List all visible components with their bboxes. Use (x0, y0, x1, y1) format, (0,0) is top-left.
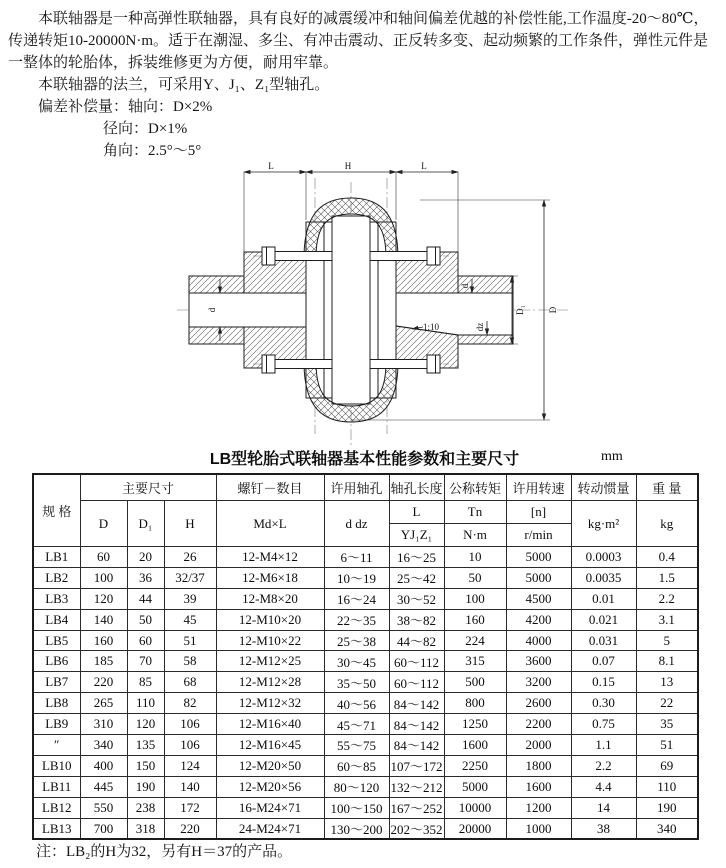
dim-label-d-left: d (207, 307, 217, 313)
cell: 35 (636, 714, 698, 735)
cell: 8.1 (636, 651, 698, 672)
header-speed-sym: [n] (506, 501, 571, 524)
header-screws: 螺钉－数目 (216, 474, 324, 501)
cell: 190 (636, 797, 698, 818)
header-bore-sub: d dz (324, 501, 389, 547)
table-row (33, 609, 698, 630)
cell: LB8 (33, 693, 80, 714)
cell: 51 (164, 630, 216, 651)
cell: 16～24 (324, 588, 389, 609)
cell: 2000 (506, 735, 571, 756)
cell: LB11 (33, 776, 80, 797)
cell: 220 (80, 672, 127, 693)
cell: 1.5 (636, 567, 698, 588)
cell: 44 (127, 588, 164, 609)
cell: 12-M8×20 (216, 588, 324, 609)
cell: 58 (164, 651, 216, 672)
cell: 130～200 (324, 818, 389, 839)
intro-line: 本联轴器是一种高弹性联轴器，具有良好的减震缓冲和轴间偏差优越的补偿性能,工作温度-20～80℃， (38, 11, 709, 27)
cell: 12-M20×50 (216, 755, 324, 776)
header-torque-sym: Tn (444, 501, 506, 524)
cell: 70 (127, 651, 164, 672)
cell: 44～82 (389, 630, 444, 651)
cell: 120 (127, 714, 164, 735)
cell: 0.07 (571, 651, 636, 672)
footnote: 注：LB₂的H为32，另有H＝37的产品。 (36, 844, 293, 860)
cell: 80～120 (324, 776, 389, 797)
cell: LB7 (33, 672, 80, 693)
table-row (33, 755, 698, 776)
cell: 3600 (506, 651, 571, 672)
cell: 32/37 (164, 567, 216, 588)
cell: 12-M10×20 (216, 609, 324, 630)
cell: 50 (444, 567, 506, 588)
header-bore-length-types: YJ₁Z₁ (389, 524, 444, 547)
cell: 5000 (506, 567, 571, 588)
header-bore: 许用轴孔 (324, 474, 389, 501)
cell: 60～112 (389, 651, 444, 672)
cell: 0.75 (571, 714, 636, 735)
coupling-parts (189, 198, 513, 422)
cell: 106 (164, 714, 216, 735)
table-row (33, 630, 698, 651)
cell: 140 (80, 609, 127, 630)
cell: 38 (571, 818, 636, 839)
cell: 2250 (444, 755, 506, 776)
intro-line: 本联轴器的法兰，可采用Y、J₁、Z₁型轴孔。 (38, 77, 330, 93)
header-inertia: 转动惯量 (571, 474, 636, 501)
dim-label-dz: dz (475, 322, 485, 332)
cell: 1000 (506, 818, 571, 839)
cell: 22 (636, 693, 698, 714)
cell: 50 (127, 609, 164, 630)
table-row (33, 547, 698, 568)
table-row (33, 672, 698, 693)
cell: 13 (636, 672, 698, 693)
cell: 25～42 (389, 567, 444, 588)
spec-table (32, 473, 699, 840)
cell: 20 (127, 547, 164, 568)
cell: 60～85 (324, 755, 389, 776)
cell: 167～252 (389, 797, 444, 818)
cell: 700 (80, 818, 127, 839)
cell: 10000 (444, 797, 506, 818)
cell: 150 (127, 755, 164, 776)
cell: 12-M20×56 (216, 776, 324, 797)
intro-paragraphs (8, 8, 720, 162)
cell: 0.0003 (571, 547, 636, 568)
cell: 26 (164, 547, 216, 568)
cell: 12-M12×28 (216, 672, 324, 693)
cell: 315 (444, 651, 506, 672)
cell: 140 (164, 776, 216, 797)
cell: 22～35 (324, 609, 389, 630)
cell: 135 (127, 735, 164, 756)
cell: 120 (80, 588, 127, 609)
table-row (33, 776, 698, 797)
cell: 160 (80, 630, 127, 651)
cell: 500 (444, 672, 506, 693)
cell: 25～38 (324, 630, 389, 651)
cell: 30～52 (389, 588, 444, 609)
cell: 1.1 (571, 735, 636, 756)
cell: 4.4 (571, 776, 636, 797)
cell: LB5 (33, 630, 80, 651)
intro-line: 径向：D×1% (103, 121, 188, 137)
cell: 12-M6×18 (216, 567, 324, 588)
cell: 0.15 (571, 672, 636, 693)
cell: 238 (127, 797, 164, 818)
table-row (33, 818, 698, 839)
cell: 0.4 (636, 547, 698, 568)
coupling-drawing-svg (167, 158, 591, 450)
cell: 445 (80, 776, 127, 797)
cell: LB6 (33, 651, 80, 672)
cell: 10 (444, 547, 506, 568)
cell: 0.031 (571, 630, 636, 651)
table-row (33, 693, 698, 714)
header-spec: 规 格 (33, 474, 80, 547)
cell: 5000 (506, 547, 571, 568)
cell: 85 (127, 672, 164, 693)
table-row (33, 567, 698, 588)
cell: 39 (164, 588, 216, 609)
dim-label-D: D (548, 306, 558, 314)
cell: LB9 (33, 714, 80, 735)
cell: 265 (80, 693, 127, 714)
cell: 1800 (506, 755, 571, 776)
cell: 14 (571, 797, 636, 818)
header-torque: 公称转矩 (444, 474, 506, 501)
cell: 110 (127, 693, 164, 714)
header-bore-length-L: L (389, 501, 444, 524)
table-row (33, 735, 698, 756)
cell: 68 (164, 672, 216, 693)
cell: LB10 (33, 755, 80, 776)
cell: 0.0035 (571, 567, 636, 588)
header-weight-unit: kg (636, 501, 698, 547)
cell: 106 (164, 735, 216, 756)
cell: 84～142 (389, 735, 444, 756)
cell: LB2 (33, 567, 80, 588)
cell: LB13 (33, 818, 80, 839)
cell: 800 (444, 693, 506, 714)
cell: ″ (33, 735, 80, 756)
table-unit: mm (601, 449, 623, 464)
cell: 5000 (444, 776, 506, 797)
cell: 110 (636, 776, 698, 797)
cell: 60 (80, 547, 127, 568)
dim-label-D1: D₁ (515, 305, 525, 315)
header-D1: D₁ (127, 501, 164, 547)
cell: 2200 (506, 714, 571, 735)
header-main-dims: 主要尺寸 (80, 474, 216, 501)
cell: 69 (636, 755, 698, 776)
cell: 30～45 (324, 651, 389, 672)
cell: 132～212 (389, 776, 444, 797)
cell: 1600 (506, 776, 571, 797)
header-inertia-unit: kg·m² (571, 501, 636, 547)
cell: 310 (80, 714, 127, 735)
cell: 10～19 (324, 567, 389, 588)
cell: 1200 (506, 797, 571, 818)
cell: 45～71 (324, 714, 389, 735)
header-speed-unit: r/min (506, 524, 571, 547)
cell: 0.30 (571, 693, 636, 714)
cell: 202～352 (389, 818, 444, 839)
cell: 12-M12×32 (216, 693, 324, 714)
table-title: LB型轮胎式联轴器基本性能参数和主要尺寸 (209, 451, 520, 468)
cell: 1600 (444, 735, 506, 756)
cell: 100 (444, 588, 506, 609)
cell: 318 (127, 818, 164, 839)
cell: 100～150 (324, 797, 389, 818)
cell: 172 (164, 797, 216, 818)
coupling-section-drawing (167, 158, 591, 450)
header-screws-sub: Md×L (216, 501, 324, 547)
cell: 100 (80, 567, 127, 588)
cell: LB12 (33, 797, 80, 818)
intro-line: 偏差补偿量：轴向：D×2% (38, 99, 213, 115)
dim-label-d-right: d (460, 283, 470, 289)
cell: 2.2 (571, 755, 636, 776)
cell: 160 (444, 609, 506, 630)
cell: 35～50 (324, 672, 389, 693)
cell: 60～112 (389, 672, 444, 693)
table-row (33, 714, 698, 735)
intro-line: 角向：2.5°～5° (103, 143, 202, 159)
cell: 12-M16×40 (216, 714, 324, 735)
cell: 12-M10×22 (216, 630, 324, 651)
header-torque-unit: N·m (444, 524, 506, 547)
table-body (33, 547, 698, 840)
cell: 0.01 (571, 588, 636, 609)
cell: 40～56 (324, 693, 389, 714)
table-row (33, 651, 698, 672)
table-row (33, 797, 698, 818)
intro-line: 一整体的轮胎体，拆装维修更为方便，耐用牢靠。 (8, 55, 339, 71)
cell: 45 (164, 609, 216, 630)
cell: 12-M4×12 (216, 547, 324, 568)
cell: 220 (164, 818, 216, 839)
table-header (33, 474, 698, 547)
header-bore-length: 轴孔长度 (389, 474, 444, 501)
cell: 12-M16×45 (216, 735, 324, 756)
header-D: D (80, 501, 127, 547)
cell: 60 (127, 630, 164, 651)
intro-line: 传递转矩10-20000N·m。适于在潮湿、多尘、有冲击震动、正反转多变、起动频繁的工作条件，弹性元件是 (8, 33, 708, 49)
cell: 5 (636, 630, 698, 651)
cell: 4000 (506, 630, 571, 651)
cell: 38～82 (389, 609, 444, 630)
cell: 55～75 (324, 735, 389, 756)
cell: LB4 (33, 609, 80, 630)
cell: 4500 (506, 588, 571, 609)
header-speed: 许用转速 (506, 474, 571, 501)
cell: 84～142 (389, 693, 444, 714)
cell: 2.2 (636, 588, 698, 609)
cell: LB1 (33, 547, 80, 568)
cell: 185 (80, 651, 127, 672)
cell: 3200 (506, 672, 571, 693)
dim-label-L-left: L (268, 161, 274, 171)
cell: 20000 (444, 818, 506, 839)
cell: 107～172 (389, 755, 444, 776)
taper-label: 1:10 (422, 322, 440, 332)
cell: LB3 (33, 588, 80, 609)
cell: 340 (636, 818, 698, 839)
dim-label-L-right: L (421, 161, 427, 171)
cell: 340 (80, 735, 127, 756)
cell: 51 (636, 735, 698, 756)
cell: 6～11 (324, 547, 389, 568)
cell: 82 (164, 693, 216, 714)
cell: 84～142 (389, 714, 444, 735)
cell: 190 (127, 776, 164, 797)
cell: 2600 (506, 693, 571, 714)
cell: 1250 (444, 714, 506, 735)
table-row (33, 588, 698, 609)
header-H: H (164, 501, 216, 547)
cell: 400 (80, 755, 127, 776)
cell: 36 (127, 567, 164, 588)
cell: 16～25 (389, 547, 444, 568)
cell: 550 (80, 797, 127, 818)
cell: 12-M12×25 (216, 651, 324, 672)
cell: 224 (444, 630, 506, 651)
cell: 16-M24×71 (216, 797, 324, 818)
dim-label-H: H (344, 161, 352, 171)
cell: 24-M24×71 (216, 818, 324, 839)
cell: 3.1 (636, 609, 698, 630)
cell: 4200 (506, 609, 571, 630)
cell: 124 (164, 755, 216, 776)
header-weight: 重 量 (636, 474, 698, 501)
cell: 0.021 (571, 609, 636, 630)
